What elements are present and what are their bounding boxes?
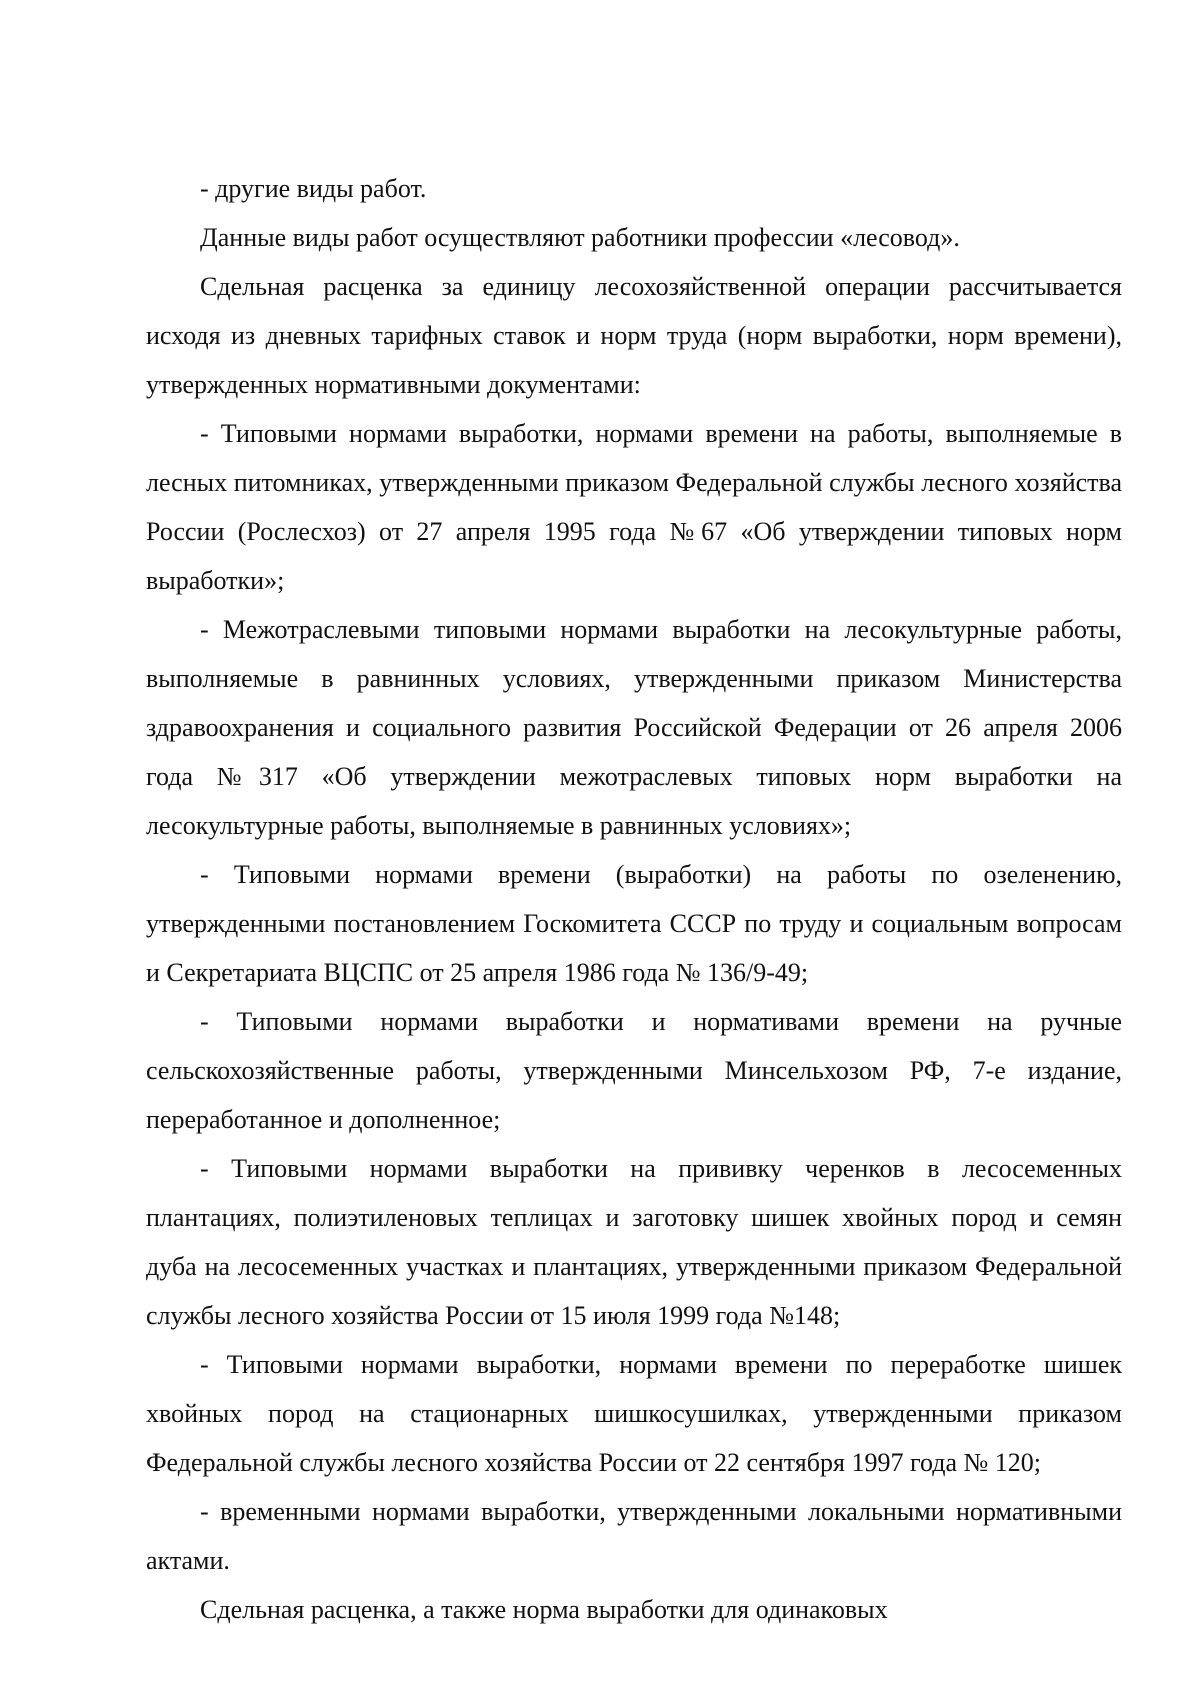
list-item-agricultural-norms: - Типовыми нормами выработки и нормативами времени на ручные сельскохозяйственные работы, утвержденными Минсельхозом РФ, 7-е издание, переработанное и дополненное;: [146, 1007, 1122, 1134]
list-item-landscaping-norms: - Типовыми нормами времени (выработки) на работы по озеленению, утвержденными постановлением Госкомитета СССР по труду и социальным вопросам и Секретариата ВЦСПС от 25 апреля 1986 года № 136/9-49;: [146, 860, 1122, 987]
list-item-grafting-norms: - Типовыми нормами выработки на прививку черенков в лесосеменных плантациях, полиэтиленовых теплицах и заготовку шишек хвойных пород и семян дуба на лесосеменных участках и плантациях, утвержденными приказом Федеральной службы лесного хозяйства России от 15 июля 1999 года №148;: [146, 1154, 1122, 1330]
list-item-intersectoral-norms: - Межотраслевыми типовыми нормами выработки на лесокультурные работы, выполняемые в равнинных условиях, утвержденными приказом Министерства здравоохранения и социального развития Российской Федерации от 26 апреля 2006 года №317 «Об утверждении межотраслевых типовых норм выработки на лесокультурные работы, выполняемые в равнинных условиях»;: [146, 615, 1122, 840]
paragraph-forester-profession: Данные виды работ осуществляют работники профессии «лесовод».: [200, 223, 960, 252]
list-item-nursery-norms: - Типовыми нормами выработки, нормами времени на работы, выполняемые в лесных питомниках, утвержденными приказом Федеральной службы лесного хозяйства России (Рослесхоз) от 27 апреля 1995 года №67 «Об утверждении типовых норм выработки»;: [146, 419, 1122, 595]
paragraph-piece-rate-continued: Сдельная расценка, а также норма выработки для одинаковых: [200, 1595, 888, 1624]
list-item-cone-processing-norms: - Типовыми нормами выработки, нормами времени по переработке шишек хвойных пород на стационарных шишкосушилках, утвержденными приказом Федеральной службы лесного хозяйства России от 22 сентября 1997 года № 120;: [146, 1350, 1122, 1477]
paragraph-other-works: - другие виды работ.: [200, 174, 427, 203]
paragraph-piece-rate: Сдельная расценка за единицу лесохозяйственной операции рассчитывается исходя из дневных тарифных ставок и норм труда (норм выработки, норм времени), утвержденных нормативными документами:: [146, 272, 1122, 399]
list-item-temporary-norms: - временными нормами выработки, утвержденными локальными нормативными актами.: [146, 1497, 1122, 1575]
document-page: [146, 164, 1122, 1634]
